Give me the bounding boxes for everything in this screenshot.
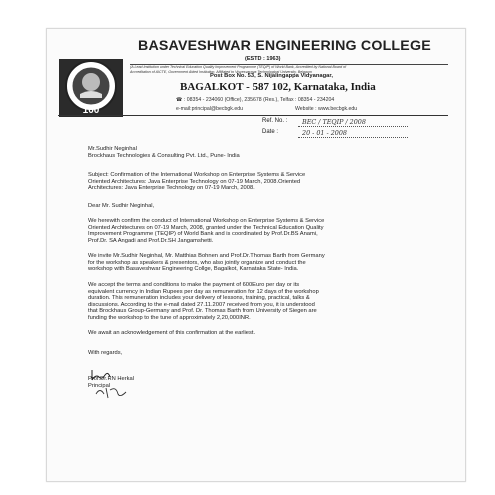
paragraph-3-line-6: funding the workshop to the tune of approximately 2,20,000INR.: [88, 314, 251, 321]
paragraph-1-line-1: We herewith confirm the conduct of International Workshop on Enterprise Systems & Service: [88, 218, 325, 224]
date-label: Date :: [262, 129, 279, 135]
date-dotted-line: [298, 137, 408, 138]
affiliation-line-2: Accreditation of AICTE, Government Aided Institution, Affiliated to Visvesvaraya Technological University, Belgaum: [130, 69, 312, 74]
email-address: e-mail:principal@becbgk.edu: [176, 106, 243, 112]
phone-numbers: ☎ : 08354 - 234060 (Office), 235678 (Res.), Telfax : 08354 - 234204: [176, 97, 335, 103]
salutation: Dear Mr. Sudhir Neginhal,: [88, 203, 155, 209]
paragraph-1-line-3: Improvement Programme (TEQIP) of World Bank and is coordinated by Prof.Dr.BS Anami,: [88, 231, 318, 237]
initials-scribble-image: [92, 384, 132, 400]
seal-text: 100: [82, 105, 100, 116]
paragraph-1-line-2: Oriented Architectures on 07-19 March, 2008, granted under the Technical Education Quality: [88, 224, 324, 231]
closing: With regards,: [88, 350, 123, 356]
date-value: 20 - 01 - 2008: [302, 129, 347, 137]
address-city: BAGALKOT - 587 102, Karnataka, India: [180, 81, 376, 93]
affiliation-line-1: (A Lead Institution under Technical Education Quality Improvement Programme (TEQIP) of World Bank, Accredited by National Board of: [130, 65, 347, 69]
paragraph-2-line-3: workshop with Basaveshwar Engineering Collge, Bagalkot, Karnataka State- India.: [88, 266, 299, 272]
established-year: (ESTD : 1963): [245, 56, 281, 62]
paragraph-2-line-1: We invite Mr.Sudhir Neginhal, Mr. Matthias Bohnen and Prof.Dr.Thomas Barth from Germany: [88, 253, 325, 259]
paragraph-3-line-4: discussions. According to the e-mail dated 27.11.2007 received from you, it is understood: [88, 301, 315, 308]
subject-line-1: Subject: Confirmation of the International Workshop on Enterprise Systems & Service: [88, 172, 306, 178]
paragraph-3-line-3: duration. This remuneration includes your delivery of lessons, training, practical, talks &: [88, 295, 310, 301]
recipient-name: Mr.Sudhir Neginhal: [88, 146, 137, 152]
recipient-company: Brockhaus Technologies & Consulting Pvt. Ltd., Pune- India: [88, 153, 240, 159]
address-po: Post Box No. 53, S. Nijalingappa Vidyanagar,: [210, 73, 333, 79]
ref-dotted-line: [298, 126, 408, 127]
subject-line-3: Architectures: Java Enterprise Technology on 07-19 March, 2008.: [88, 185, 255, 191]
college-seal-logo: [58, 58, 124, 118]
website-address: Website : www.becbgk.edu: [295, 106, 358, 112]
subject-line-2: Oriented Architectures: Java Enterprise Technology on 07-19 March, 2008.Oriented: [88, 178, 301, 185]
paragraph-3-line-2: equivalent currency in Indian Rupees per day as remuneration for 12 days of the workshop: [88, 288, 319, 295]
ref-value: BEC / TEQIP / 2008: [302, 118, 366, 126]
paragraph-3-line-1: We accept the terms and conditions to make the payment of 600Euro per day or its: [88, 282, 300, 288]
paragraph-1-line-4: Prof.Dr. SA Angadi and Prof.Dr.SH Jangamshetti.: [88, 237, 214, 244]
paragraph-4-line-1: We await an acknowledgement of this confirmation at the earliest.: [88, 330, 256, 336]
paragraph-3-line-5: that Brockhaus Group-Germany and Prof. Dr. Thomas Barth from University of Siegen are: [88, 308, 317, 314]
ref-label: Ref. No. :: [262, 118, 288, 124]
college-name: BASAVESHWAR ENGINEERING COLLEGE: [138, 38, 431, 54]
header-rule-bottom: [58, 115, 448, 116]
signatory-title: Principal: [88, 382, 111, 389]
paragraph-2-line-2: for the workshop as speakers & presentors, who also jointly organize and conduct the: [88, 259, 306, 266]
signatory-name: Prof.Dr.RN Herkal: [88, 376, 135, 382]
